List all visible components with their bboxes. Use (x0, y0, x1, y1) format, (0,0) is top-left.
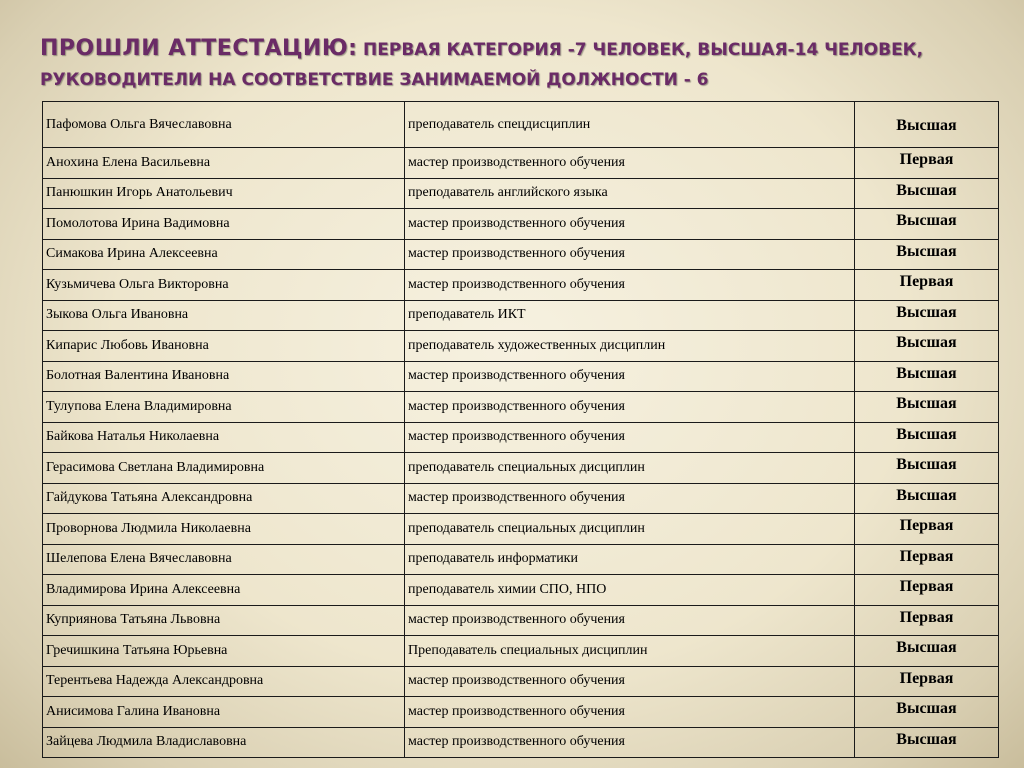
employee-name-cell: Кипарис Любовь Ивановна (43, 331, 405, 362)
category-cell: Высшая (855, 361, 999, 392)
table-row (43, 331, 999, 362)
category-cell: Высшая (855, 697, 999, 728)
page-title-lead: ПРОШЛИ АТТЕСТАЦИЮ: (40, 36, 358, 61)
position-cell: мастер производственного обучения (405, 270, 855, 301)
category-cell: Первая (855, 270, 999, 301)
category-cell: Высшая (855, 209, 999, 240)
position-cell: мастер производственного обучения (405, 148, 855, 179)
category-cell: Высшая (855, 422, 999, 453)
employee-name-cell: Панюшкин Игорь Анатольевич (43, 178, 405, 209)
position-cell: преподаватель специальных дисциплин (405, 514, 855, 545)
table-row (43, 392, 999, 423)
position-cell: мастер производственного обучения (405, 666, 855, 697)
category-cell: Первая (855, 148, 999, 179)
position-cell: мастер производственного обучения (405, 209, 855, 240)
position-cell: преподаватель ИКТ (405, 300, 855, 331)
category-cell: Высшая (855, 636, 999, 667)
attestation-table (42, 101, 999, 758)
position-cell: Преподаватель специальных дисциплин (405, 636, 855, 667)
employee-name-cell: Анохина Елена Васильевна (43, 148, 405, 179)
employee-name-cell: Зайцева Людмила Владиславовна (43, 727, 405, 758)
position-cell: мастер производственного обучения (405, 727, 855, 758)
table-row (43, 361, 999, 392)
category-cell: Первая (855, 575, 999, 606)
employee-name-cell: Гайдукова Татьяна Александровна (43, 483, 405, 514)
position-cell: преподаватель специальных дисциплин (405, 453, 855, 484)
table-row (43, 605, 999, 636)
table-row (43, 575, 999, 606)
category-cell: Первая (855, 605, 999, 636)
category-cell: Высшая (855, 300, 999, 331)
table-row (43, 483, 999, 514)
category-cell: Высшая (855, 727, 999, 758)
employee-name-cell: Пафомова Ольга Вячеславовна (43, 102, 405, 148)
category-cell: Высшая (855, 483, 999, 514)
position-cell: мастер производственного обучения (405, 239, 855, 270)
employee-name-cell: Герасимова Светлана Владимировна (43, 453, 405, 484)
position-cell: преподаватель информатики (405, 544, 855, 575)
table-row (43, 270, 999, 301)
category-cell: Высшая (855, 453, 999, 484)
table-row (43, 727, 999, 758)
category-cell: Первая (855, 666, 999, 697)
position-cell: преподаватель художественных дисциплин (405, 331, 855, 362)
employee-name-cell: Симакова Ирина Алексеевна (43, 239, 405, 270)
table-row (43, 636, 999, 667)
table-row (43, 666, 999, 697)
employee-name-cell: Анисимова Галина Ивановна (43, 697, 405, 728)
position-cell: преподаватель английского языка (405, 178, 855, 209)
table-row (43, 544, 999, 575)
employee-name-cell: Терентьева Надежда Александровна (43, 666, 405, 697)
position-cell: преподаватель химии СПО, НПО (405, 575, 855, 606)
employee-name-cell: Шелепова Елена Вячеславовна (43, 544, 405, 575)
position-cell: мастер производственного обучения (405, 361, 855, 392)
page-title (40, 34, 1000, 95)
employee-name-cell: Проворнова Людмила Николаевна (43, 514, 405, 545)
employee-name-cell: Тулупова Елена Владимировна (43, 392, 405, 423)
category-cell: Высшая (855, 102, 999, 148)
table-row (43, 422, 999, 453)
position-cell: преподаватель спецдисциплин (405, 102, 855, 148)
employee-name-cell: Гречишкина Татьяна Юрьевна (43, 636, 405, 667)
page-title-rest: ПЕРВАЯ КАТЕГОРИЯ -7 ЧЕЛОВЕК, ВЫСШАЯ-14 ЧЕЛОВЕК, РУКОВОДИТЕЛИ НА СООТВЕТСТВИЕ ЗАНИМАЕМОЙ ДОЛЖНОСТИ - 6 (40, 40, 924, 90)
employee-name-cell: Помолотова Ирина Вадимовна (43, 209, 405, 240)
table-row (43, 178, 999, 209)
table-row (43, 209, 999, 240)
position-cell: мастер производственного обучения (405, 483, 855, 514)
table-row (43, 514, 999, 545)
position-cell: мастер производственного обучения (405, 697, 855, 728)
table-row (43, 148, 999, 179)
table-row (43, 453, 999, 484)
position-cell: мастер производственного обучения (405, 392, 855, 423)
employee-name-cell: Куприянова Татьяна Львовна (43, 605, 405, 636)
category-cell: Высшая (855, 392, 999, 423)
table-row (43, 300, 999, 331)
employee-name-cell: Байкова Наталья Николаевна (43, 422, 405, 453)
attestation-table-body (43, 102, 999, 758)
employee-name-cell: Владимирова Ирина Алексеевна (43, 575, 405, 606)
category-cell: Высшая (855, 239, 999, 270)
category-cell: Высшая (855, 331, 999, 362)
position-cell: мастер производственного обучения (405, 605, 855, 636)
employee-name-cell: Кузьмичева Ольга Викторовна (43, 270, 405, 301)
category-cell: Первая (855, 544, 999, 575)
category-cell: Первая (855, 514, 999, 545)
table-row (43, 102, 999, 148)
table-row (43, 697, 999, 728)
category-cell: Высшая (855, 178, 999, 209)
table-row (43, 239, 999, 270)
position-cell: мастер производственного обучения (405, 422, 855, 453)
employee-name-cell: Болотная Валентина Ивановна (43, 361, 405, 392)
employee-name-cell: Зыкова Ольга Ивановна (43, 300, 405, 331)
